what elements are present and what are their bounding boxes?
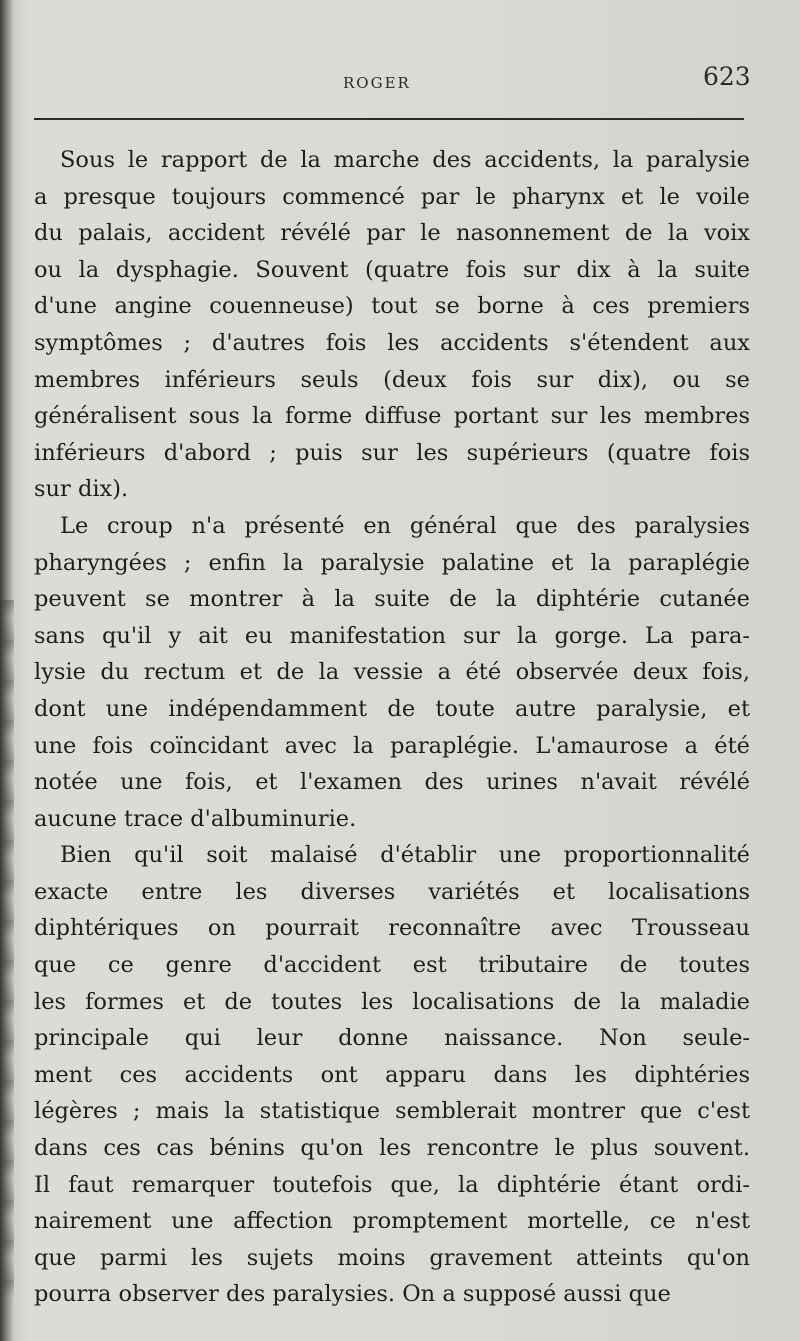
- text-line: légères ; mais la statistique semblerait montrer que c'est: [34, 1098, 750, 1125]
- page-number: 623: [703, 62, 751, 91]
- text-line: ment ces accidents ont apparu dans les diphtéries: [34, 1061, 750, 1088]
- text-line: notée une fois, et l'examen des urines n'avait révélé: [34, 769, 750, 796]
- text-line: principale qui leur donne naissance. Non seule-: [34, 1025, 750, 1052]
- text-line: ou la dysphagie. Souvent (quatre fois sur dix à la suite: [34, 256, 750, 283]
- text-line: Sous le rapport de la marche des accidents, la paralysie: [60, 147, 750, 173]
- text-line: membres inférieurs seuls (deux fois sur dix), ou se: [34, 366, 750, 393]
- text-line: diphtériques on pourrait reconnaître avec Trousseau: [34, 915, 750, 942]
- text-line: une fois coïncidant avec la paraplégie. L'amaurose a été: [34, 732, 750, 759]
- body-text: [34, 142, 750, 1313]
- page-header: [0, 58, 800, 98]
- text-line: lysie du rectum et de la vessie a été observée deux fois,: [34, 659, 750, 686]
- binding-gutter: [0, 600, 14, 1300]
- text-line: exacte entre les diverses variétés et localisations: [34, 878, 750, 905]
- text-line: Il faut remarquer toutefois que, la diphtérie étant ordi-: [34, 1171, 750, 1198]
- text-line: que ce genre d'accident est tributaire de toutes: [34, 952, 750, 979]
- text-line: que parmi les sujets moins gravement atteints qu'on: [34, 1244, 750, 1271]
- text-line: Le croup n'a présenté en général que des paralysies: [60, 512, 750, 539]
- text-line: dont une indépendamment de toute autre paralysie, et: [34, 695, 750, 722]
- text-line: peuvent se montrer à la suite de la diphtérie cutanée: [34, 586, 750, 613]
- paragraph: [34, 837, 750, 1313]
- text-line: symptômes ; d'autres fois les accidents s'étendent aux: [34, 329, 750, 356]
- text-line: d'une angine couenneuse) tout se borne à ces premiers: [34, 293, 750, 320]
- text-line: nairement une affection promptement mortelle, ce n'est: [34, 1208, 750, 1235]
- text-line: sans qu'il y ait eu manifestation sur la gorge. La para-: [34, 622, 750, 649]
- text-line: du palais, accident révélé par le nasonnement de la voix: [34, 220, 750, 247]
- header-rule: [34, 118, 744, 120]
- text-line: pourra observer des paralysies. On a supposé aussi que: [34, 1281, 671, 1308]
- paragraph: [34, 142, 750, 508]
- text-line: pharyngées ; enfin la paralysie palatine et la paraplégie: [34, 549, 750, 576]
- text-line: Bien qu'il soit malaisé d'établir une proportionnalité: [60, 842, 750, 869]
- text-line: dans ces cas bénins qu'on les rencontre le plus souvent.: [34, 1135, 750, 1162]
- paragraph: [34, 508, 750, 837]
- text-line: a presque toujours commencé par le pharynx et le voile: [34, 183, 750, 210]
- running-head: ROGER: [343, 74, 411, 92]
- text-line: aucune trace d'albuminurie.: [34, 805, 357, 832]
- text-line: les formes et de toutes les localisations de la maladie: [34, 988, 750, 1015]
- text-line: inférieurs d'abord ; puis sur les supérieurs (quatre fois: [34, 439, 750, 466]
- text-line: généralisent sous la forme diffuse portant sur les membres: [34, 403, 750, 430]
- text-line: sur dix).: [34, 476, 129, 503]
